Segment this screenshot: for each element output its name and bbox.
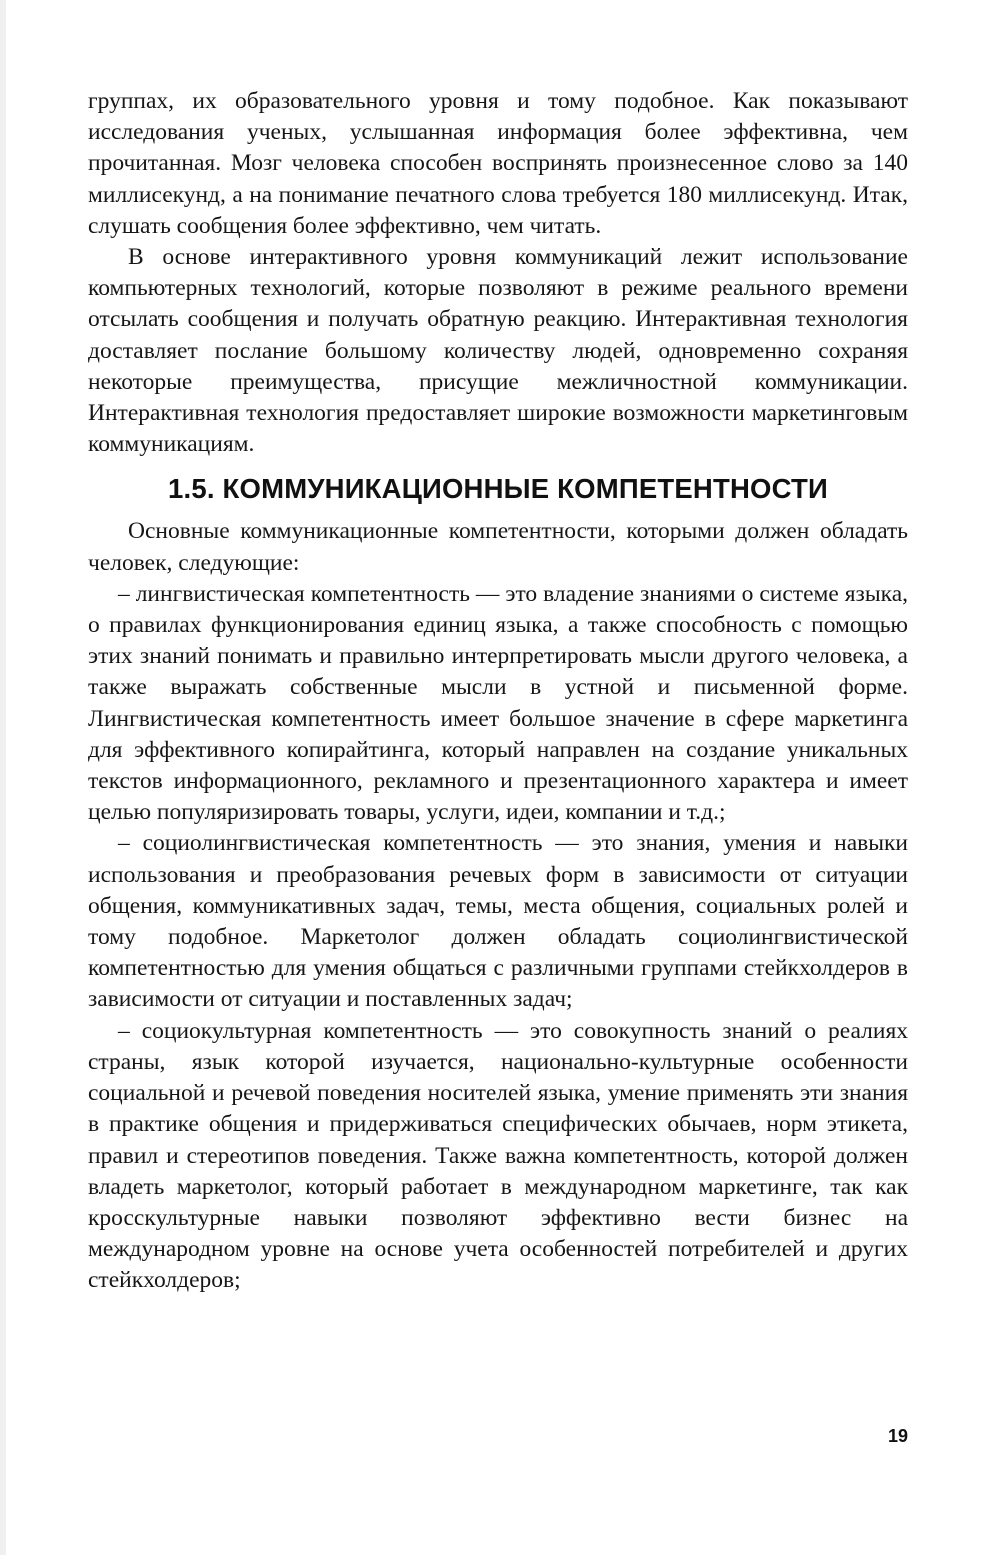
page-number: 19 [887,1426,908,1446]
list-item-linguistic: – лингвистическая компетентность — это владение знаниями о системе языка, о правилах функционирования единиц языка, а также способность с помощью этих знаний понимать и правильно интерпретировать мысли другого человека, а также выражать собственные мысли в устной и письменной форме. Лингвистическая компетентность имеет большое значение в сфере маркетинга для эффективного копирайтинга, который направлен на создание уникальных текстов информационного, рекламного и презентационного характера и имеет целью популяризировать товары, услуги, идеи, компании и т.д.; [88,580,908,826]
paragraph-interactive-level: В основе интерактивного уровня коммуникаций лежит использование компьютерных технологий, которые позволяют в режиме реального времени отсылать сообщения и получать обратную реакцию. Интерактивная технология доставляет послание большому количеству людей, одновременно сохраняя некоторые преимущества, присущие межличностной коммуникации. Интерактивная технология предоставляет широкие возможности маркетинговым коммуникациям. [88,244,908,458]
page-edge-shadow [0,0,6,1555]
paragraph-continued: группах, их образовательного уровня и тому подобное. Как показывают исследования ученых, услышанная информация более эффективна, чем прочитанная. Мозг человека способен воспринять произнесенное слово за 140 миллисекунд, а на понимание печатного слова требуется 180 миллисекунд. Итак, слушать сообщения более эффективно, чем читать. [88,88,908,239]
section-heading: 1.5. КОММУНИКАЦИОННЫЕ КОМПЕТЕНТНОСТИ [168,473,828,505]
list-item-sociocultural: – социокультурная компетентность — это совокупность знаний о реалиях страны, язык которой изучается, национально-культурные особенности социальной и речевой поведения носителей языка, умение применять эти знания в практике общения и придерживаться специфических обычаев, норм этикета, правил и стереотипов поведения. Также важна компетентность, которой должен владеть маркетолог, который работает в международном маркетинге, так как кросскультурные навыки позволяют эффективно вести бизнес на международном уровне на основе учета особенностей потребителей и других стейкхолдеров; [88,1017,908,1294]
list-item-sociolinguistic: – социолингвистическая компетентность — это знания, умения и навыки использования и преобразования речевых форм в зависимости от ситуации общения, коммуникативных задач, темы, места общения, социальных ролей и тому подобное. Маркетолог должен обладать социолингвистической компетентностью для умения общаться с различными группами стейкхолдеров в зависимости от ситуации и поставленных задач; [88,830,908,1013]
section-intro: Основные коммуникационные компетентности, которыми должен обладать человек, следующие: [88,518,908,576]
body-text [88,86,908,1297]
